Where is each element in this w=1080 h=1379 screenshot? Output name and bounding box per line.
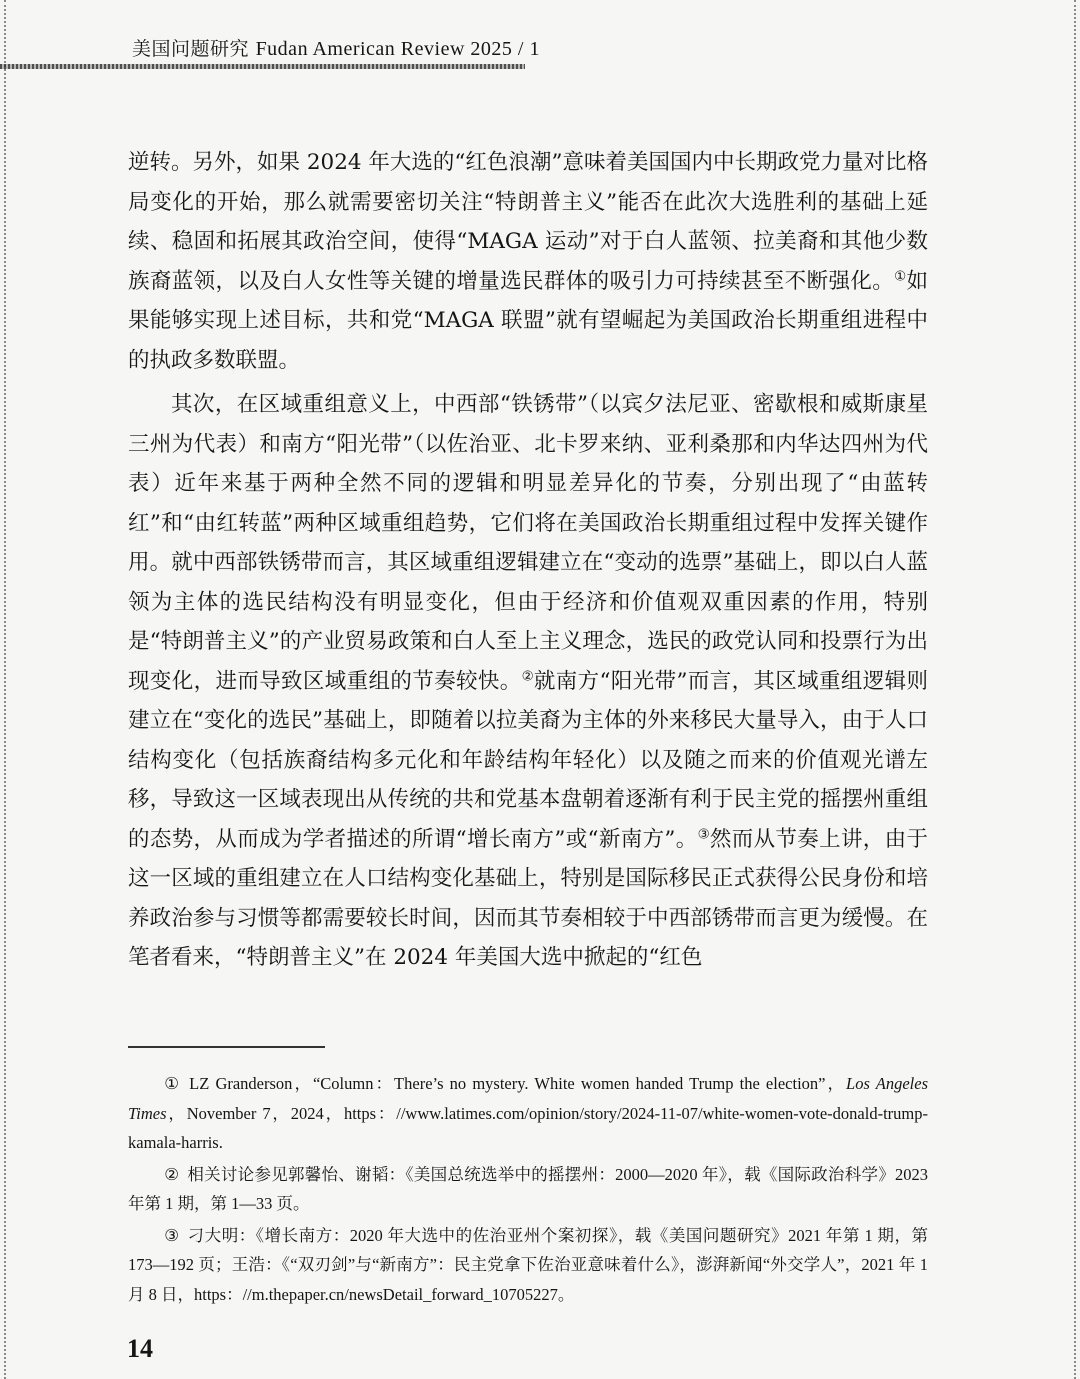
paragraph-2-text-a: 其次，在区域重组意义上，中西部“铁锈带”（以宾夕法尼亚、密歇根和威斯康星三州为代表）和南方“阳光带”（以佐治亚、北卡罗来纳、亚利桑那和内华达四州为代表）近年来基于两种全然不同的逻辑和明显差异化的节奏，分别出现了“由蓝转红”和“由红转蓝”两种区域重组趋势，它们将在美国政治长期重组过程中发挥关键作用。就中西部铁锈带而言，其区域重组逻辑建立在“变动的选票”基础上，即以白人蓝领为主体的选民结构没有明显变化，但由于经济和价值观双重因素的作用，特别是“特朗普主义”的产业贸易政策和白人至上主义理念，选民的政党认同和投票行为出现变化，进而导致区域重组的节奏较快。 [128, 392, 928, 694]
journal-title-en: Fudan American Review 2025 / 1 [255, 38, 540, 60]
footnote-ref-3: ③ [697, 827, 710, 843]
left-edge-dotted-line [4, 0, 6, 1379]
footnote-2-number: ② [164, 1164, 180, 1184]
footnote-ref-2: ② [521, 669, 534, 685]
page-number: 14 [127, 1334, 153, 1363]
paragraph-1-text-a: 逆转。另外，如果 2024 年大选的“红色浪潮”意味着美国国内中长期政党力量对比格局变化的开始，那么就需要密切关注“特朗普主义”能否在此次大选胜利的基础上延续、稳固和拓展其政治空间，使得“MAGA 运动”对于白人蓝领、拉美裔和其他少数族裔蓝领，以及白人女性等关键的增量选民群体的吸引力可持续甚至不断强化。 [128, 150, 928, 294]
paragraph-2 [128, 385, 928, 978]
footnote-1-text-b: ，November 7，2024，https：//www.latimes.com/opinion/story/2024-11-07/white-women-vote-donald-trump-kamala-harris. [128, 1103, 928, 1152]
running-header [132, 34, 540, 61]
footnote-separator [128, 1046, 325, 1048]
footnote-3-number: ③ [164, 1225, 180, 1245]
journal-title-cn: 美国问题研究 [132, 38, 250, 60]
footnote-3-text: 刁大明：《增长南方：2020 年大选中的佐治亚州个案初探》，载《美国问题研究》2021 年第 1 期，第 173—192 页；王浩：《“双刃剑”与“新南方”：民主党拿下佐治亚意味着什么》，澎湃新闻“外交学人”，2021 年 1 月 8 日，https：//m.thepaper.cn/newsDetail_forward_10705227。 [128, 1225, 929, 1304]
paragraph-2-text-b: 就南方“阳光带”而言，其区域重组逻辑则建立在“变化的选民”基础上，即随着以拉美裔为主体的外来移民大量导入，由于人口结构变化（包括族裔结构多元化和年龄结构年轻化）以及随之而来的价值观光谱左移，导致这一区域表现出从传统的共和党基本盘朝着逐渐有利于民主党的摇摆州重组的态势，从而成为学者描述的所谓“增长南方”或“新南方”。 [128, 668, 928, 852]
paragraph-1-text-b: 如果能够实现上述目标，共和党“MAGA 联盟”就有望崛起为美国政治长期重组进程中的执政多数联盟。 [128, 268, 928, 373]
footnote-2-text: 相关讨论参见郭馨怡、谢韬：《美国总统选举中的摇摆州：2000—2020 年》，载《国际政治科学》2023 年第 1 期，第 1—33 页。 [128, 1164, 928, 1213]
body-text [128, 143, 928, 978]
footnote-3 [128, 1221, 928, 1310]
footnote-1-text-a: LZ Granderson，“Column：There’s no mystery. White women handed Trump the election”， [189, 1074, 847, 1093]
paragraph-2-text-c: 然而从节奏上讲，由于这一区域的重组建立在人口结构变化基础上，特别是国际移民正式获得公民身份和培养政治参与习惯等都需要较长时间，因而其节奏相较于中西部锈带而言更为缓慢。在笔者看来，“特朗普主义”在 2024 年美国大选中掀起的“红色 [128, 826, 928, 970]
paragraph-1 [128, 143, 928, 380]
footnote-ref-1: ① [894, 269, 907, 285]
footnotes [128, 1069, 928, 1311]
header-rule [0, 64, 525, 69]
right-edge-dotted-line [1074, 0, 1076, 1379]
footnote-1-source-italic: Los Angeles Times [128, 1074, 928, 1123]
footnote-1 [128, 1069, 928, 1158]
footnote-1-number: ① [164, 1074, 182, 1093]
footnote-2 [128, 1160, 928, 1219]
